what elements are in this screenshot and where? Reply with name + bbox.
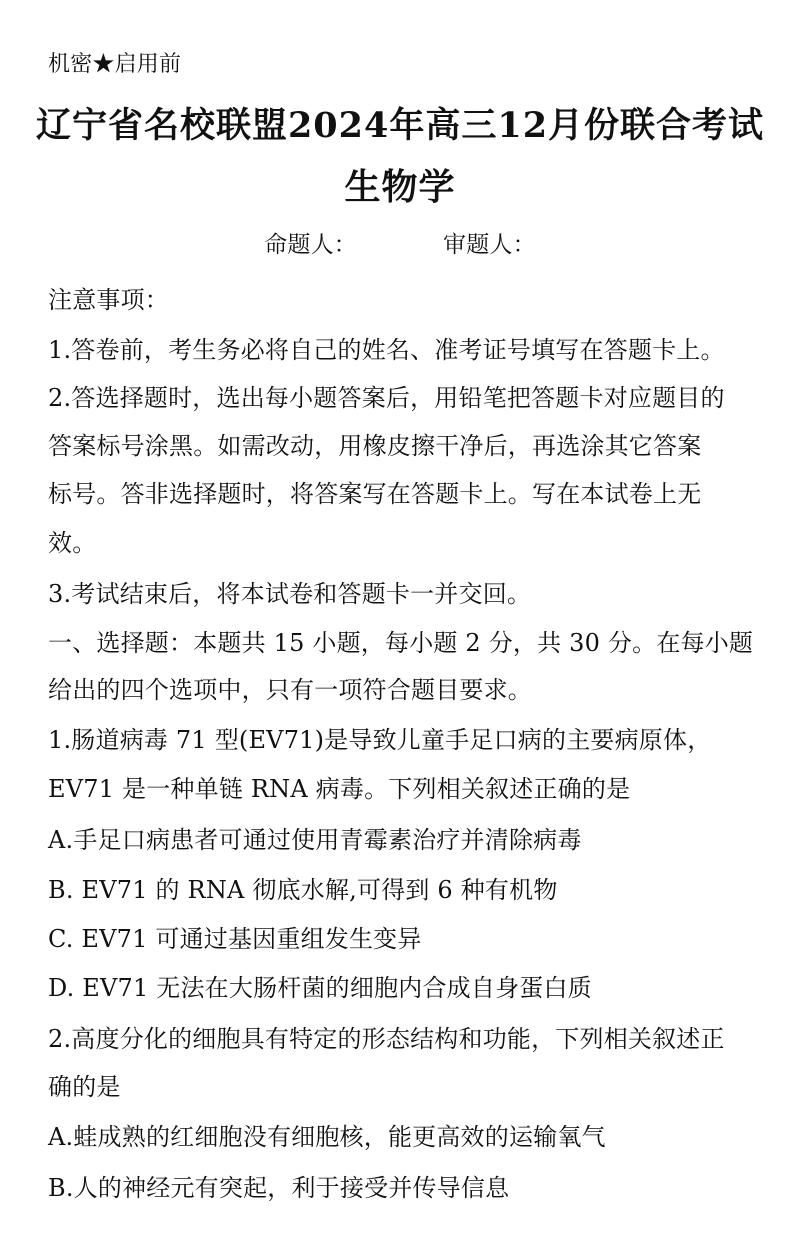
question-2-option-b: B.人的神经元有突起，利于接受并传导信息 — [48, 1174, 510, 1202]
question-1-option-b: B. EV71 的 RNA 彻底水解,可得到 6 种有机物 — [48, 876, 558, 904]
setter-label: 命题人： — [264, 232, 357, 258]
question-2-stem-cont: 确的是 — [48, 1073, 121, 1101]
question-2-option-a: A.蛙成熟的红细胞没有细胞核，能更高效的运输氧气 — [48, 1123, 606, 1151]
note-line: 标号。答非选择题时，将答案写在答题卡上。写在本试卷上无 — [48, 480, 702, 508]
question-1-stem-cont: EV71 是一种单链 RNA 病毒。下列相关叙述正确的是 — [48, 775, 631, 803]
exam-title: 辽宁省名校联盟2024年高三12月份联合考试 — [35, 105, 765, 146]
question-1-option-d: D. EV71 无法在大肠杆菌的细胞内合成自身蛋白质 — [48, 974, 592, 1002]
section-heading: 一、选择题：本题共 15 小题，每小题 2 分，共 30 分。在每小题 — [48, 629, 754, 657]
authors-line — [0, 228, 800, 262]
question-1-option-a: A.手足口病患者可通过使用青霉素治疗并清除病毒 — [48, 826, 582, 854]
question-2-stem: 2.高度分化的细胞具有特定的形态结构和功能，下列相关叙述正 — [48, 1025, 725, 1053]
question-1-option-c: C. EV71 可通过基因重组发生变异 — [48, 925, 422, 953]
notes-heading: 注意事项： — [48, 286, 169, 314]
section-heading-cont: 给出的四个选项中，只有一项符合题目要求。 — [48, 676, 532, 704]
confidential-label: 机密★启用前 — [48, 52, 182, 77]
note-line: 2.答选择题时，选出每小题答案后，用铅笔把答题卡对应题目的 — [48, 384, 725, 412]
note-line: 效。 — [48, 529, 97, 557]
question-1-stem: 1.肠道病毒 71 型(EV71)是导致儿童手足口病的主要病原体， — [48, 726, 712, 754]
note-line: 3.考试结束后，将本试卷和答题卡一并交回。 — [48, 580, 532, 608]
note-line: 1.答卷前，考生务必将自己的姓名、准考证号填写在答题卡上。 — [48, 336, 725, 364]
reviewer-label: 审题人： — [443, 232, 536, 258]
note-line: 答案标号涂黑。如需改动，用橡皮擦干净后，再选涂其它答案 — [48, 432, 702, 460]
subject-title: 生物学 — [344, 166, 456, 208]
